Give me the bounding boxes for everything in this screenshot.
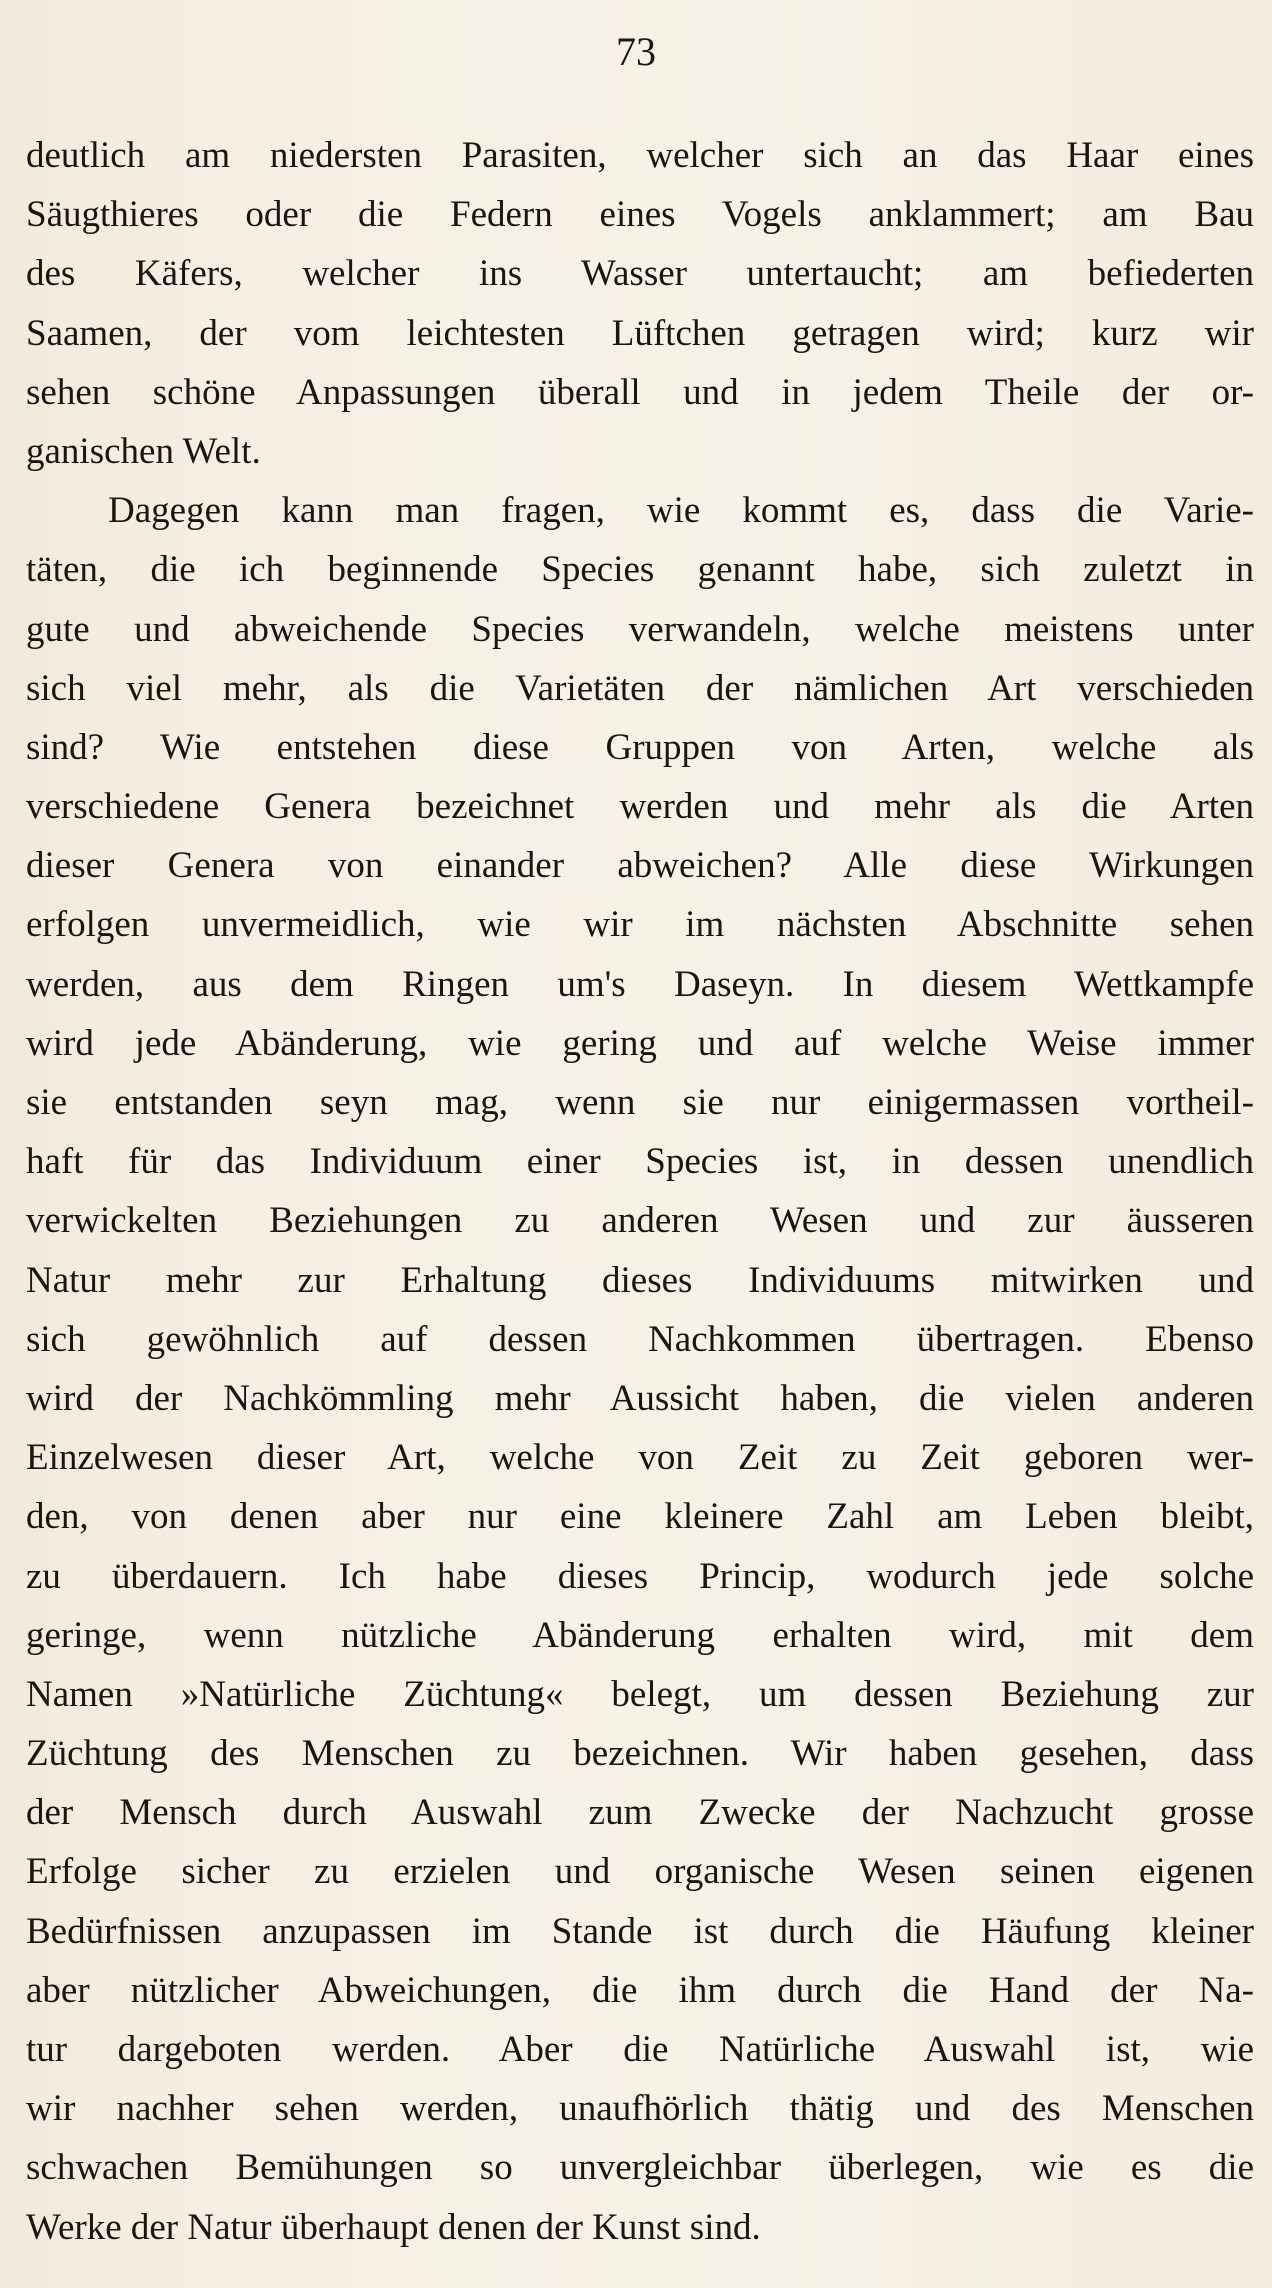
text-line: den, von denen aber nur eine kleinere Zahl am Leben bleibt,: [26, 1496, 1254, 1538]
text-line: verschiedene Genera bezeichnet werden und mehr als die Arten: [26, 786, 1254, 828]
text-line: geringe, wenn nützliche Abänderung erhalten wird, mit dem: [26, 1614, 1254, 1656]
text-line: Natur mehr zur Erhaltung dieses Individuums mitwirken und: [26, 1259, 1254, 1301]
text-line: tur dargeboten werden. Aber die Natürliche Auswahl ist, wie: [26, 2029, 1254, 2070]
text-line: der Mensch durch Auswahl zum Zwecke der Nachzucht grosse: [26, 1792, 1254, 1834]
text-line: Züchtung des Menschen zu bezeichnen. Wir haben gesehen, dass: [26, 1733, 1254, 1775]
text-line: des Käfers, welcher ins Wasser untertaucht; am befiederten: [26, 253, 1254, 295]
text-line: aber nützlicher Abweichungen, die ihm durch die Hand der Na-: [26, 1969, 1254, 2011]
text-line: Dagegen kann man fragen, wie kommt es, dass die Varie-: [108, 490, 1254, 532]
text-line: Bedürfnissen anzupassen im Stande ist durch die Häufung kleiner: [26, 1910, 1254, 1952]
text-line: zu überdauern. Ich habe dieses Princip, wodurch jede solche: [26, 1555, 1254, 1597]
text-line: erfolgen unvermeidlich, wie wir im nächsten Abschnitte sehen: [26, 904, 1254, 946]
text-line: gute und abweichende Species verwandeln, welche meistens unter: [26, 608, 1254, 650]
text-line: Erfolge sicher zu erzielen und organische Wesen seinen eigenen: [26, 1851, 1254, 1893]
text-line: dieser Genera von einander abweichen? Alle diese Wirkungen: [26, 845, 1254, 887]
page-number: 73: [616, 29, 656, 74]
text-line: Namen »Natürliche Züchtung« belegt, um dessen Beziehung zur: [26, 1673, 1254, 1715]
text-line: werden, aus dem Ringen um's Daseyn. In diesem Wettkampfe: [26, 963, 1254, 1005]
text-line: Einzelwesen dieser Art, welche von Zeit zu Zeit geboren wer-: [26, 1437, 1254, 1479]
text-line: sind? Wie entstehen diese Gruppen von Arten, welche als: [26, 726, 1254, 768]
text-line: deutlich am niedersten Parasiten, welcher sich an das Haar eines: [26, 135, 1254, 176]
text-line: wir nachher sehen werden, unaufhörlich thätig und des Menschen: [26, 2088, 1254, 2130]
text-line: täten, die ich beginnende Species genannt habe, sich zuletzt in: [26, 549, 1254, 591]
body-text: [26, 126, 1254, 2257]
text-line: Werke der Natur überhaupt denen der Kunst sind.: [26, 2206, 761, 2248]
text-line: Saamen, der vom leichtesten Lüftchen getragen wird; kurz wir: [26, 312, 1254, 354]
text-line: sie entstanden seyn mag, wenn sie nur einigermassen vortheil-: [26, 1082, 1254, 1123]
text-line: wird jede Abänderung, wie gering und auf welche Weise immer: [26, 1022, 1254, 1064]
paragraph-1: [26, 126, 1254, 481]
text-line: haft für das Individuum einer Species ist, in dessen unendlich: [26, 1141, 1254, 1183]
text-line: sehen schöne Anpassungen überall und in jedem Theile der or-: [26, 371, 1254, 413]
text-line: verwickelten Beziehungen zu anderen Wesen und zur äusseren: [26, 1200, 1254, 1242]
paragraph-2: [26, 481, 1254, 2257]
text-line: Säugthieres oder die Federn eines Vogels anklammert; am Bau: [26, 194, 1254, 236]
text-line: sich gewöhnlich auf dessen Nachkommen übertragen. Ebenso: [26, 1318, 1254, 1360]
text-line: ganischen Welt.: [26, 430, 261, 472]
text-line: schwachen Bemühungen so unvergleichbar überlegen, wie es die: [26, 2147, 1254, 2189]
text-line: wird der Nachkömmling mehr Aussicht haben, die vielen anderen: [26, 1377, 1254, 1419]
text-line: sich viel mehr, als die Varietäten der nämlichen Art verschieden: [26, 667, 1254, 709]
